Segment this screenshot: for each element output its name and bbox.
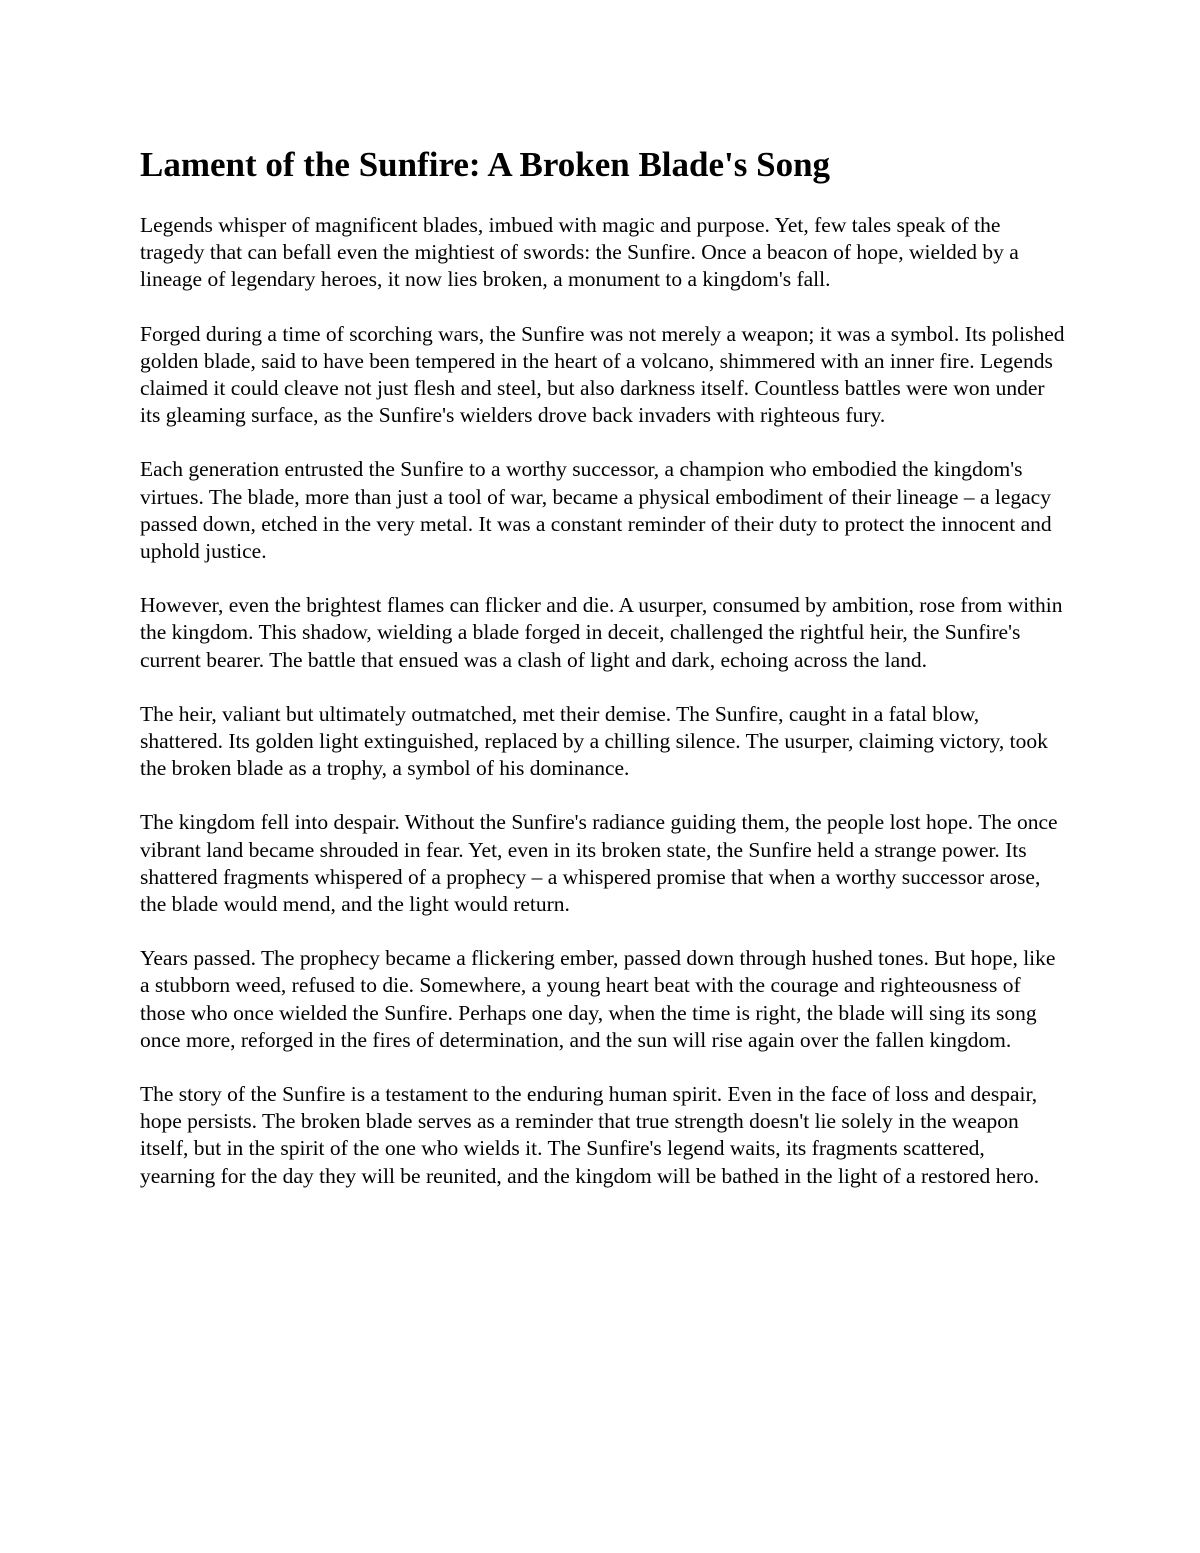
paragraph-2: Forged during a time of scorching wars, the Sunfire was not merely a weapon; it was a symbol. Its polished golden blade, said to have been tempered in the heart of a volcano, shimmered with an inner fire. Legends claimed it could cleave not just flesh and steel, but also darkness itself. Countless battles were won under its gleaming surface, as the Sunfire's wielders drove back invaders with righteous fury.	[140, 321, 1065, 428]
paragraph-7: Years passed. The prophecy became a flickering ember, passed down through hushed tones. But hope, like a stubborn weed, refused to die. Somewhere, a young heart beat with the courage and righteousness of those who once wielded the Sunfire. Perhaps one day, when the time is right, the blade will sing its song once more, reforged in the fires of determination, and the sun will rise again over the fallen kingdom.	[140, 946, 1056, 1052]
paragraph-1: Legends whisper of magnificent blades, imbued with magic and purpose. Yet, few tales speak of the tragedy that can befall even the mightiest of swords: the Sunfire. Once a beacon of hope, wielded by a lineage of legendary heroes, it now lies broken, a monument to a kingdom's fall.	[140, 213, 1019, 292]
document-body	[140, 212, 1065, 1190]
document-page	[140, 138, 1065, 1217]
document-title: Lament of the Sunfire: A Broken Blade's Song	[140, 145, 831, 184]
paragraph-5: The heir, valiant but ultimately outmatched, met their demise. The Sunfire, caught in a fatal blow, shattered. Its golden light extinguished, replaced by a chilling silence. The usurper, claiming victory, took the broken blade as a trophy, a symbol of his dominance.	[140, 701, 1048, 781]
paragraph-6: The kingdom fell into despair. Without the Sunfire's radiance guiding them, the people lost hope. The once vibrant land became shrouded in fear. Yet, even in its broken state, the Sunfire held a strange power. Its shattered fragments whispered of a prophecy – a whispered promise that when a worthy successor arose, the blade would mend, and the light would return.	[140, 810, 1058, 917]
paragraph-4: However, even the brightest flames can flicker and die. A usurper, consumed by ambition, rose from within the kingdom. This shadow, wielding a blade forged in deceit, challenged the rightful heir, the Sunfire's current bearer. The battle that ensued was a clash of light and dark, echoing across the land.	[140, 593, 1063, 672]
paragraph-8: The story of the Sunfire is a testament to the enduring human spirit. Even in the face of loss and despair, hope persists. The broken blade serves as a reminder that true strength doesn't lie solely in the weapon itself, but in the spirit of the one who wields it. The Sunfire's legend waits, its fragments scattered, yearning for the day they will be reunited, and the kingdom will be bathed in the light of a restored hero.	[140, 1082, 1040, 1188]
paragraph-3: Each generation entrusted the Sunfire to a worthy successor, a champion who embodied the kingdom's virtues. The blade, more than just a tool of war, became a physical embodiment of their lineage – a legacy passed down, etched in the very metal. It was a constant reminder of their duty to protect the innocent and uphold justice.	[140, 457, 1052, 564]
